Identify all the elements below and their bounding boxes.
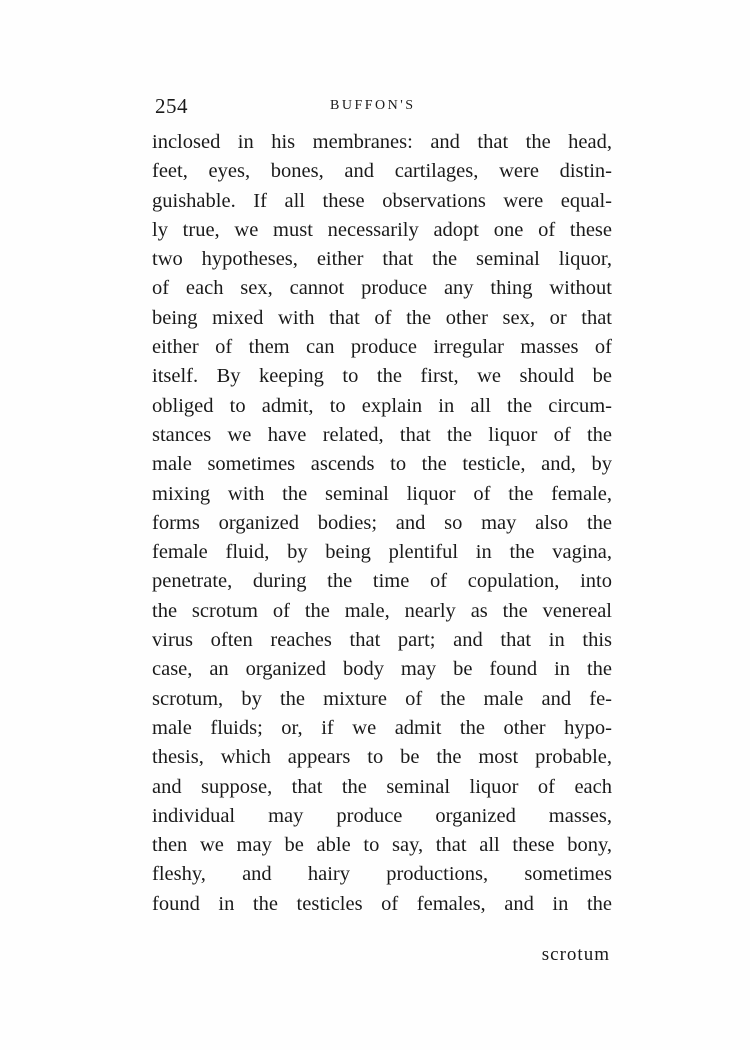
text-line: ly true, we must necessarily adopt one of these	[152, 218, 612, 241]
text-line: mixing with the seminal liquor of the female,	[152, 482, 612, 505]
text-line: male sometimes ascends to the testicle, and, by	[152, 453, 612, 476]
text-line: and suppose, that the seminal liquor of each	[152, 775, 612, 798]
text-line: being mixed with that of the other sex, or that	[152, 306, 612, 329]
text-line: itself. By keeping to the first, we should be	[152, 365, 612, 388]
text-line: found in the testicles of females, and in the	[152, 892, 612, 915]
text-line: penetrate, during the time of copulation, into	[152, 570, 612, 593]
text-line: individual may produce organized masses,	[152, 804, 612, 827]
text-line: case, an organized body may be found in the	[152, 658, 612, 681]
text-line: thesis, which appears to be the most probable,	[152, 746, 612, 769]
text-line: female fluid, by being plentiful in the vagina,	[152, 541, 612, 564]
page-header	[155, 94, 610, 124]
text-line: male fluids; or, if we admit the other hypo-	[152, 716, 612, 739]
running-head: BUFFON'S	[330, 98, 416, 113]
text-line: virus often reaches that part; and that in this	[152, 629, 612, 652]
text-line: inclosed in his membranes: and that the head,	[152, 131, 612, 153]
text-line: then we may be able to say, that all these bony,	[152, 834, 612, 857]
text-line: two hypotheses, either that the seminal liquor,	[152, 248, 612, 271]
text-line: stances we have related, that the liquor of the	[152, 423, 612, 446]
text-line: forms organized bodies; and so may also the	[152, 511, 612, 534]
catchword: scrotum	[541, 944, 610, 965]
body-text	[152, 128, 612, 919]
text-line: guishable. If all these observations were equal-	[152, 189, 612, 212]
text-line: either of them can produce irregular masses of	[152, 336, 612, 359]
text-line: the scrotum of the male, nearly as the venereal	[152, 599, 612, 622]
text-line: feet, eyes, bones, and cartilages, were distin-	[152, 160, 612, 183]
text-line: of each sex, cannot produce any thing without	[152, 277, 612, 300]
text-line: scrotum, by the mixture of the male and fe-	[152, 687, 612, 710]
page-number: 254	[155, 94, 188, 118]
text-line: fleshy, and hairy productions, sometimes	[152, 863, 612, 886]
text-line: obliged to admit, to explain in all the circum-	[152, 394, 612, 417]
